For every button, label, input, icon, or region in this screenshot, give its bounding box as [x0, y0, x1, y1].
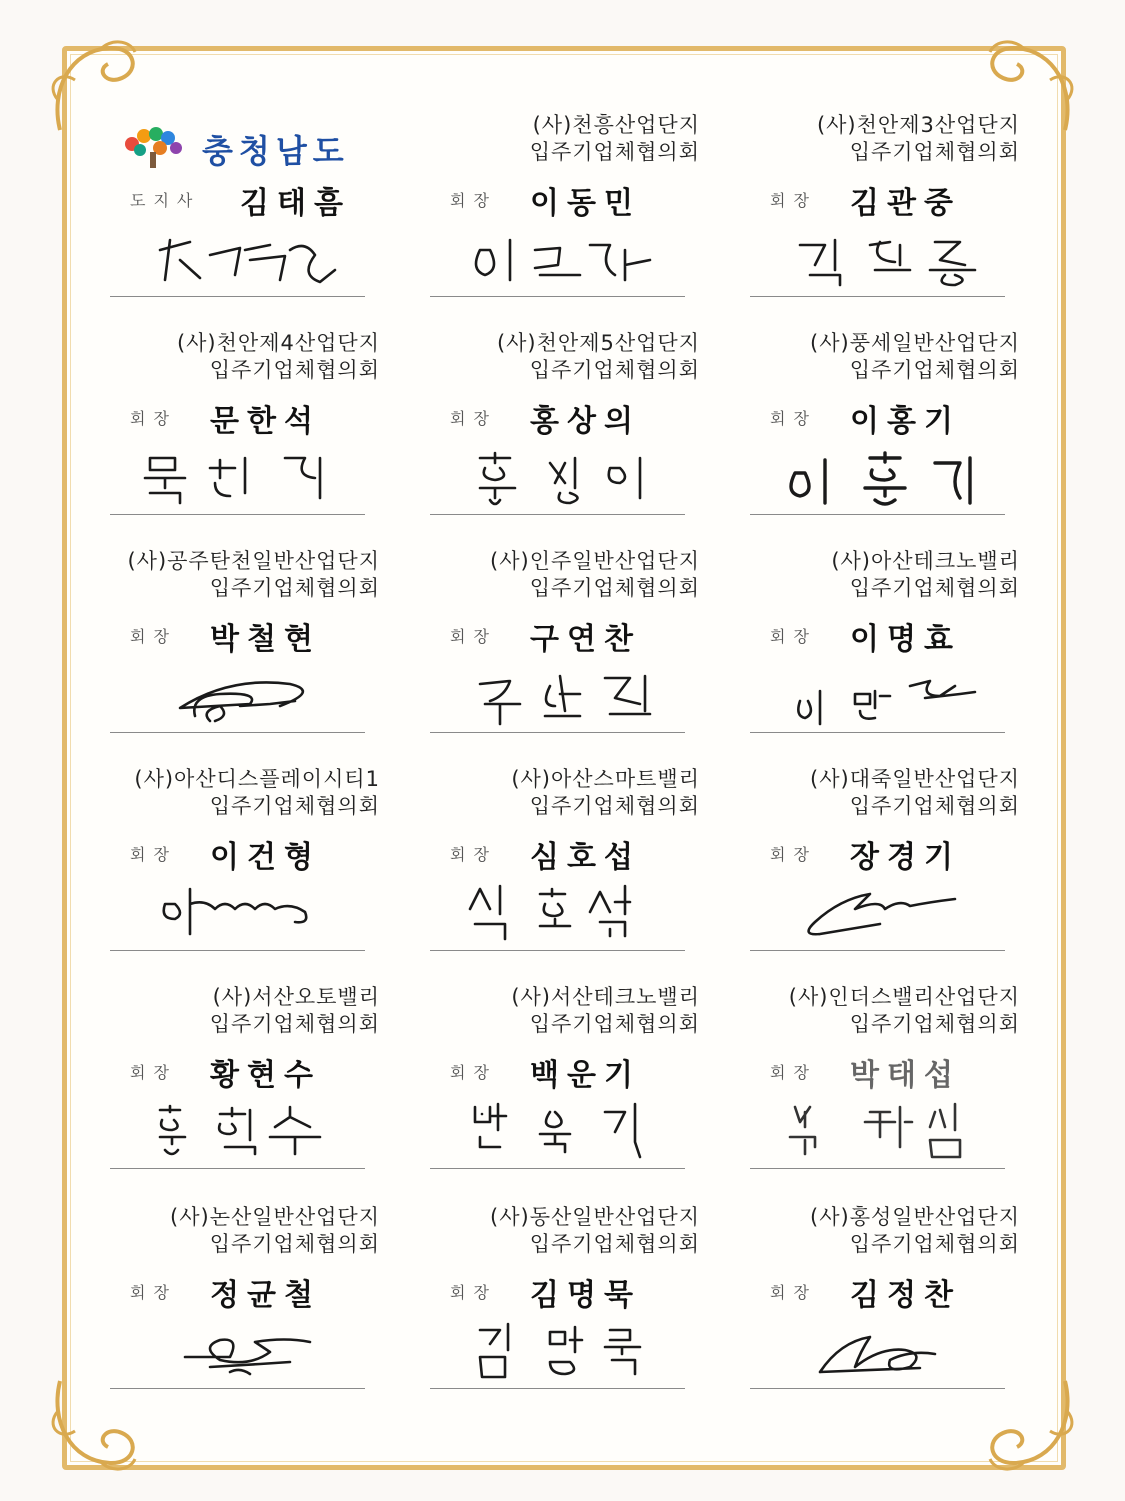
signature-image [440, 874, 690, 944]
role-label: 도지사 [130, 191, 201, 210]
signature-cell [100, 100, 380, 310]
signature-line [110, 1168, 365, 1169]
signature-image [120, 874, 370, 944]
member-name: 김태흠 [240, 186, 351, 221]
role-label: 회장 [450, 409, 497, 428]
role-label: 회장 [770, 409, 817, 428]
role-label: 회장 [770, 627, 817, 646]
member-name: 정균철 [210, 1278, 321, 1313]
signature-cell [100, 754, 380, 964]
signature-image [440, 220, 690, 290]
role-label: 회장 [130, 1283, 177, 1302]
signature-image [440, 656, 690, 726]
signature-grid [100, 100, 1030, 1410]
member-name: 이홍기 [850, 404, 961, 439]
signature-cell [420, 972, 700, 1182]
organization-name: (사)홍성일반산업단지 입주기업체협의회 [810, 1205, 1020, 1256]
signature-line [430, 296, 685, 297]
signature-cell [100, 972, 380, 1182]
signature-line [750, 296, 1005, 297]
organization-name: (사)논산일반산업단지 입주기업체협의회 [170, 1205, 380, 1256]
role-label: 회장 [450, 1063, 497, 1082]
signature-image [440, 438, 690, 508]
member-name: 이건형 [210, 840, 321, 875]
signature-cell [740, 536, 1020, 746]
member-name: 김정찬 [850, 1278, 961, 1313]
organization-name: (사)아산스마트밸리 입주기업체협의회 [511, 767, 700, 818]
signature-line [110, 950, 365, 951]
organization-name: (사)천흥산업단지 입주기업체협의회 [529, 113, 700, 164]
signature-cell [740, 754, 1020, 964]
signature-line [430, 1388, 685, 1389]
signature-image [120, 220, 370, 290]
signature-cell [100, 1192, 380, 1402]
organization-name: (사)인주일반산업단지 입주기업체협의회 [490, 549, 700, 600]
signature-image [120, 1312, 370, 1382]
signature-cell [420, 1192, 700, 1402]
signature-image [760, 1312, 1010, 1382]
signature-image [760, 656, 1010, 726]
organization-name: (사)천안제3산업단지 입주기업체협의회 [816, 113, 1020, 164]
signature-cell [740, 318, 1020, 528]
organization-name: (사)아산테크노밸리 입주기업체협의회 [831, 549, 1020, 600]
signature-line [750, 1168, 1005, 1169]
member-name: 이명효 [850, 622, 961, 657]
signature-cell [740, 1192, 1020, 1402]
signature-line [430, 732, 685, 733]
signature-cell [100, 318, 380, 528]
member-name: 장경기 [850, 840, 961, 875]
signature-line [430, 1168, 685, 1169]
organization-name: (사)인더스밸리산업단지 입주기업체협의회 [788, 985, 1020, 1036]
signature-image [440, 1092, 690, 1162]
role-label: 회장 [770, 1283, 817, 1302]
signature-line [110, 1388, 365, 1389]
member-name: 황현수 [210, 1058, 321, 1093]
member-name: 박철현 [210, 622, 321, 657]
member-name: 구연찬 [530, 622, 641, 657]
member-name: 박태섭 [850, 1058, 961, 1093]
role-label: 회장 [450, 191, 497, 210]
signature-image [120, 1092, 370, 1162]
signature-cell [100, 536, 380, 746]
signature-image [120, 656, 370, 726]
organization-name: (사)공주탄천일반산업단지 입주기업체협의회 [127, 549, 380, 600]
signature-line [430, 950, 685, 951]
signature-line [750, 514, 1005, 515]
role-label: 회장 [450, 1283, 497, 1302]
role-label: 회장 [130, 627, 177, 646]
chungnam-logo [112, 122, 372, 172]
signature-line [110, 514, 365, 515]
role-label: 회장 [130, 1063, 177, 1082]
signature-line [430, 514, 685, 515]
role-label: 회장 [770, 191, 817, 210]
role-label: 회장 [770, 845, 817, 864]
role-label: 회장 [130, 409, 177, 428]
organization-name: (사)대죽일반산업단지 입주기업체협의회 [810, 767, 1020, 818]
role-label: 회장 [770, 1063, 817, 1082]
signature-image [120, 438, 370, 508]
member-name: 이동민 [530, 186, 641, 221]
role-label: 회장 [450, 845, 497, 864]
role-label: 회장 [450, 627, 497, 646]
member-name: 홍상의 [530, 404, 641, 439]
signature-cell [740, 100, 1020, 310]
signature-image [760, 874, 1010, 944]
signature-image [760, 1092, 1010, 1162]
signature-cell [420, 536, 700, 746]
member-name: 심호섭 [530, 840, 641, 875]
organization-name: (사)동산일반산업단지 입주기업체협의회 [490, 1205, 700, 1256]
role-label: 회장 [130, 845, 177, 864]
member-name: 김명묵 [530, 1278, 641, 1313]
signature-image [440, 1312, 690, 1382]
organization-name: (사)서산오토밸리 입주기업체협의회 [209, 985, 380, 1036]
organization-name: (사)서산테크노밸리 입주기업체협의회 [511, 985, 700, 1036]
signature-line [750, 950, 1005, 951]
signature-line [750, 732, 1005, 733]
signature-line [110, 732, 365, 733]
member-name: 백운기 [530, 1058, 641, 1093]
member-name: 김관중 [850, 186, 961, 221]
signature-line [750, 1388, 1005, 1389]
signature-cell [420, 754, 700, 964]
organization-name: (사)천안제5산업단지 입주기업체협의회 [496, 331, 700, 382]
signature-cell [740, 972, 1020, 1182]
signature-cell [420, 318, 700, 528]
signature-line [110, 296, 365, 297]
signature-image [760, 220, 1010, 290]
organization-name: (사)천안제4산업단지 입주기업체협의회 [176, 331, 380, 382]
logo-text: 충청남도 [202, 132, 350, 170]
organization-name: (사)아산디스플레이시티1 입주기업체협의회 [134, 767, 380, 818]
signature-cell [420, 100, 700, 310]
signature-image [760, 438, 1010, 508]
organization-name: (사)풍세일반산업단지 입주기업체협의회 [810, 331, 1020, 382]
tree-logo-icon [112, 122, 192, 170]
member-name: 문한석 [210, 404, 321, 439]
